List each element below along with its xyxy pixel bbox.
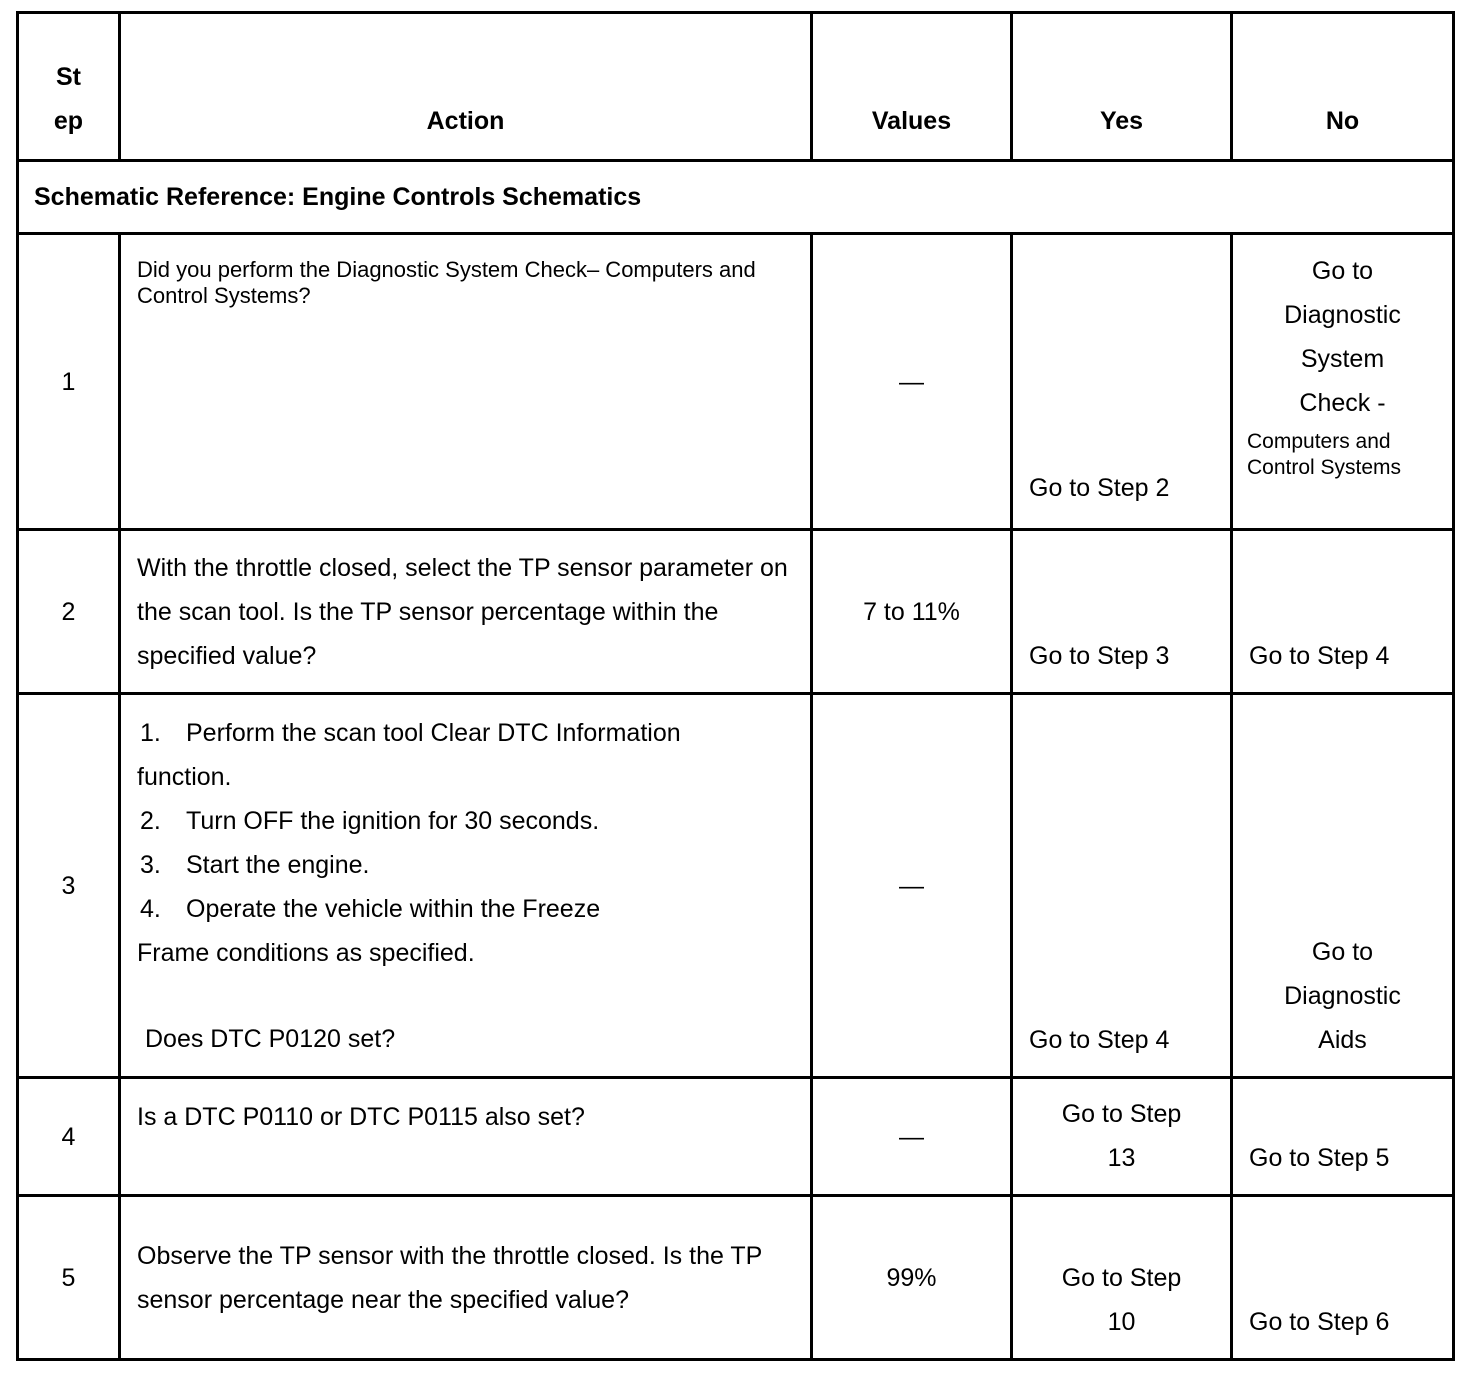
list-number: 1.: [140, 719, 161, 747]
yes-cell: [1012, 1078, 1232, 1196]
value-cell: —: [812, 694, 1012, 1078]
action-cell: [120, 530, 812, 694]
yes-cell: [1012, 1196, 1232, 1360]
yes-line: Go to Step: [1061, 1264, 1182, 1292]
step-number: 1: [18, 234, 120, 530]
table-row: [18, 1078, 1454, 1196]
yes-line: Go to Step: [1061, 1100, 1182, 1128]
no-line: Go to: [1311, 257, 1374, 285]
no-cell: [1232, 694, 1454, 1078]
action-cell: [120, 1196, 812, 1360]
yes-cell: Go to Step 2: [1012, 234, 1232, 530]
no-line: Diagnostic: [1284, 982, 1401, 1010]
no-line: Aids: [1318, 1026, 1367, 1054]
header-step-line1: St: [56, 63, 81, 91]
yes-cell: Go to Step 4: [1012, 694, 1232, 1078]
no-cell: Go to Step 5: [1232, 1078, 1454, 1196]
action-text: Did you perform the Diagnostic System Check– Computers and Control Systems?: [137, 257, 756, 308]
list-text: Operate the vehicle within the Freeze: [186, 895, 601, 923]
header-row: [18, 13, 1454, 161]
action-list-item: [137, 887, 800, 931]
no-cell: [1232, 234, 1454, 530]
action-text: Observe the TP sensor with the throttle closed. Is the TP sensor percentage near the specified value?: [137, 1241, 762, 1314]
list-text: Turn OFF the ignition for 30 seconds.: [186, 807, 600, 835]
step-number: 2: [18, 530, 120, 694]
no-line: Check -: [1299, 389, 1386, 417]
yes-line: 13: [1107, 1144, 1136, 1172]
header-yes: Yes: [1012, 13, 1232, 161]
no-cell: Go to Step 6: [1232, 1196, 1454, 1360]
yes-line: 10: [1107, 1308, 1136, 1336]
step-number: 4: [18, 1078, 120, 1196]
header-step: [18, 13, 120, 161]
header-action: Action: [120, 13, 812, 161]
header-no: No: [1232, 13, 1454, 161]
action-list-item: function.: [137, 763, 232, 791]
no-cell: Go to Step 4: [1232, 530, 1454, 694]
no-line: System: [1300, 345, 1385, 373]
action-list-item: [137, 711, 800, 755]
table-row: [18, 530, 1454, 694]
step-number: 5: [18, 1196, 120, 1360]
list-number: 2.: [140, 807, 161, 835]
table-row: [18, 694, 1454, 1078]
value-cell: —: [812, 234, 1012, 530]
list-number: 3.: [140, 851, 161, 879]
list-text: Start the engine.: [186, 851, 370, 879]
action-cell: [120, 234, 812, 530]
section-row: [18, 161, 1454, 234]
action-list-item: [137, 799, 800, 843]
no-small-text: Computers and Control Systems: [1247, 430, 1402, 479]
diagnostic-table: [16, 11, 1455, 1361]
value-cell: 99%: [812, 1196, 1012, 1360]
step-number: 3: [18, 694, 120, 1078]
section-title: Schematic Reference: Engine Controls Schematics: [18, 161, 1454, 234]
header-step-line2: ep: [53, 107, 84, 135]
value-cell: 7 to 11%: [812, 530, 1012, 694]
table-row: [18, 234, 1454, 530]
action-cell: [120, 1078, 812, 1196]
list-number: 4.: [140, 895, 161, 923]
action-question: Does DTC P0120 set?: [145, 1025, 396, 1053]
action-list-item: Frame conditions as specified.: [137, 939, 475, 967]
no-line: Diagnostic: [1284, 301, 1401, 329]
table-row: [18, 1196, 1454, 1360]
no-line: Go to: [1311, 938, 1374, 966]
list-text: Perform the scan tool Clear DTC Information: [186, 719, 681, 747]
yes-cell: Go to Step 3: [1012, 530, 1232, 694]
header-values: Values: [812, 13, 1012, 161]
action-list-item: [137, 843, 800, 887]
action-text: With the throttle closed, select the TP sensor parameter on the scan tool. Is the TP sensor percentage within the specified value?: [137, 553, 788, 670]
value-cell: —: [812, 1078, 1012, 1196]
action-cell: [120, 694, 812, 1078]
action-text: Is a DTC P0110 or DTC P0115 also set?: [137, 1103, 585, 1131]
